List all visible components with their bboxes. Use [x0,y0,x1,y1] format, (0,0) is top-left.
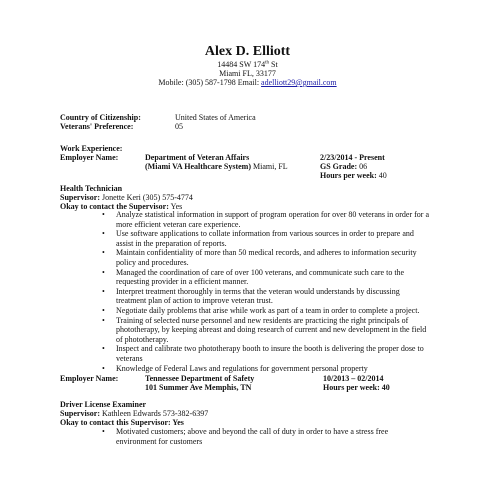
supervisor-line: Supervisor: Jonette Keri (305) 575-4774 [60,193,193,202]
duties-list-2 [96,427,388,446]
citizenship-label: Country of Citizenship: [60,113,141,122]
contact-permission: Okay to contact the Supervisor: Yes [60,202,183,211]
employer-address-2: 101 Summer Ave Memphis, TN [145,383,252,392]
email-link[interactable]: adelliott29@gmail.com [261,78,337,87]
city-address: Miami FL, 33177 [219,69,276,78]
employer-label: Employer Name: [60,153,119,162]
supervisor-line-2: Supervisor: Kathleen Edwards 573-382-6397 [60,409,209,418]
duties-list [96,210,429,373]
job-dates-2: 10/2013 – 02/2014 [323,374,384,383]
list-item: • Motivated customers; above and beyond the call of duty in order to have a stress free environment for customers [102,427,389,446]
employer-detail: (Miami VA Healthcare System) Miami, FL [145,162,288,171]
job-title: Health Technician [60,184,123,193]
list-item: • Training of selected nurse personnel and new residents are practicing the right principals of phototherapy, by keeping abreast and doing research of current and new development in the field of phototherapy. [102,315,427,344]
job-dates: 2/23/2014 - Present [320,153,385,162]
job-title-2: Driver License Examiner [60,400,147,409]
veterans-label: Veterans' Preference: [60,122,134,131]
list-item: • Managed the coordination of care of over 100 veterans, and communicate such care to the requesting provider in a efficient manner. [102,267,405,287]
work-experience-heading: Work Experience: [60,144,123,153]
list-item: • Maintain confidentiality of more than 50 medical records, and adheres to information security policy and procedures. [102,248,417,267]
contact-line: Mobile: (305) 587-1798 Email: adelliott29@gmail.com [158,78,337,87]
list-item: • Negotiate daily problems that arise while work as part of a team in order to complete a project. [102,305,420,315]
list-item: • Inspect and calibrate two phototherapy booth to insure the booth is delivering the proper dose to veterans [102,344,424,363]
list-item: • Knowledge of Federal Laws and regulations for government personal property [102,363,368,373]
list-item: • Use software applications to collate information from various sources in order to prepare and assist in the preparation of reports. [102,229,414,248]
hours-per-week-2: Hours per week: 40 [323,383,390,392]
citizenship-value: United States of America [175,113,256,122]
phone-number: (305) 587-1798 [185,78,236,87]
list-item: • Analyze statistical information in support of program operation for over 80 veterans in order for a more efficient veteran care experience. [102,210,430,229]
street-address: 14484 SW 174th St [217,60,278,69]
list-item: • Interpret treatment thoroughly in terms that the veteran would understands by discussing treatment plan of action to improve veteran trust. [102,286,400,306]
contact-permission-2: Okay to contact this Supervisor: Yes [60,418,184,427]
veterans-value: 05 [175,122,183,131]
gs-grade: GS Grade: 06 [320,162,368,171]
employer-name-2: Tennessee Department of Safety [145,374,255,383]
employer-name: Department of Veteran Affairs [145,153,250,162]
applicant-name: Alex D. Elliott [204,44,291,59]
employer-label-2: Employer Name: [60,374,119,383]
hours-per-week: Hours per week: 40 [320,171,387,180]
